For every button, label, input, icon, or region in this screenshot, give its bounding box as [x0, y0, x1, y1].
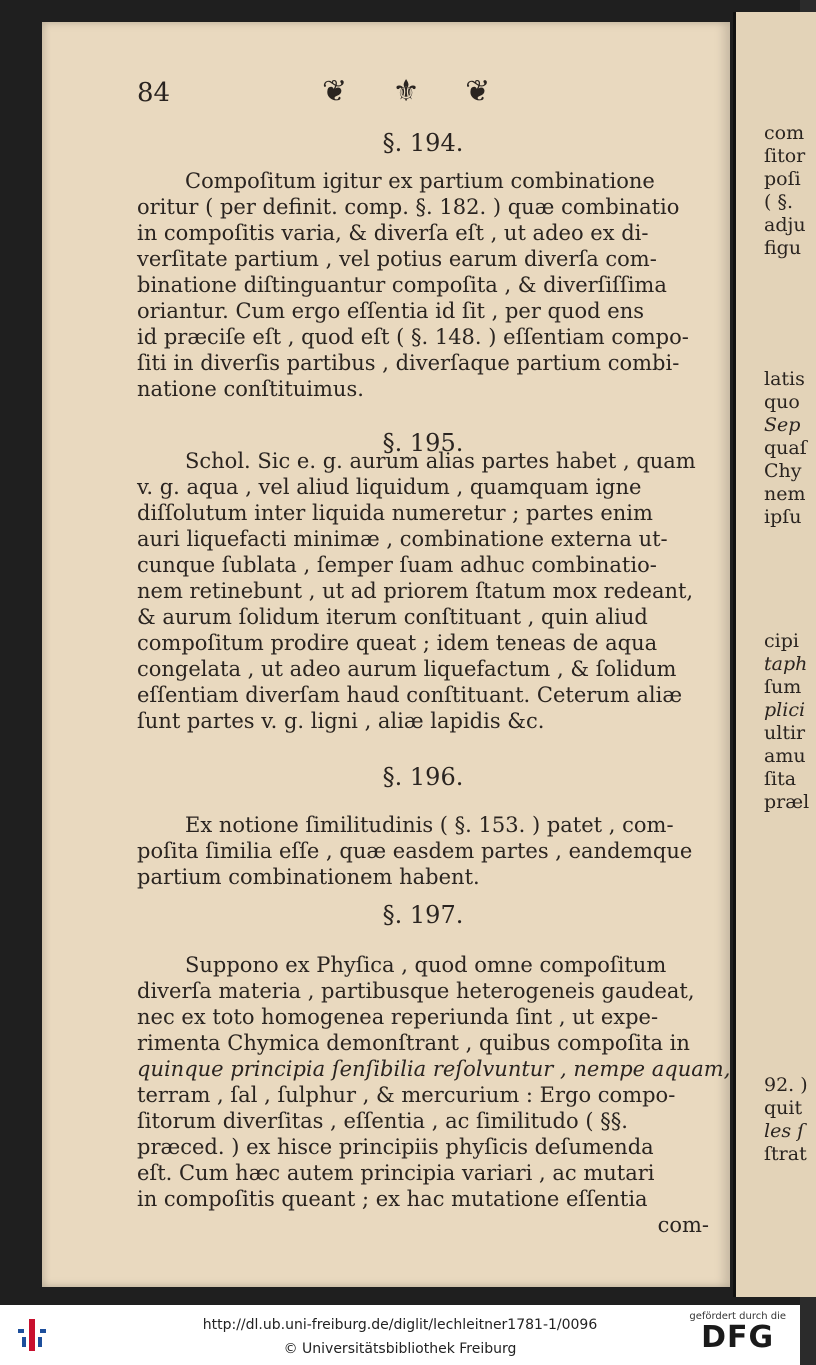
section-heading-196: §. 196.	[382, 763, 464, 791]
facing-page-block-4	[764, 1074, 808, 1166]
book-page	[42, 22, 730, 1287]
facing-line: ſtrat	[764, 1143, 807, 1165]
text-line: verſitate partium , vel potius earum diverſa com-	[137, 247, 657, 271]
facing-page-block-3	[764, 630, 809, 814]
facing-line: ſum	[764, 676, 802, 698]
facing-line: latis	[764, 368, 805, 390]
facing-line: figu	[764, 237, 802, 259]
section-heading-197: §. 197.	[382, 901, 464, 929]
facing-line: præl	[764, 791, 810, 813]
text-line: id præciſe eſt , quod eſt ( §. 148. ) eſſentiam compo-	[137, 325, 689, 349]
text-line: oritur ( per definit. comp. §. 182. ) quæ combinatio	[137, 195, 680, 219]
facing-line: taph	[764, 653, 808, 675]
text-line: compoſitum prodire queat ; idem teneas de aqua	[137, 631, 658, 655]
text-line: eſſentiam diverſam haud conſtituant. Ceterum aliæ	[137, 683, 683, 707]
dfg-logo	[689, 1311, 786, 1354]
text-line: in compoſitis varia, & diverſa eſt , ut adeo ex di-	[137, 221, 649, 245]
facing-line: ſita	[764, 768, 797, 790]
facing-line: com	[764, 122, 805, 144]
section-paragraph-197	[137, 952, 731, 1212]
text-line: eſt. Cum hæc autem principia variari , ac mutari	[137, 1161, 655, 1185]
text-line: diſſolutum inter liquida numeretur ; partes enim	[137, 501, 653, 525]
text-line: Suppono ex Phyſica , quod omne compoſitum	[185, 953, 667, 977]
text-line: ſiti in diverſis partibus , diverſaque partium combi-	[137, 351, 680, 375]
dfg-logo-text: DFG	[701, 1320, 775, 1355]
text-line: nec ex toto homogenea reperiunda ſint , ut expe-	[137, 1005, 659, 1029]
facing-line: ultir	[764, 722, 806, 744]
text-line: & aurum ſolidum iterum conſtituant , quin aliud	[137, 605, 648, 629]
facing-line: Chy	[764, 460, 802, 482]
text-line: terram , ſal , ſulphur , & mercurium : Ergo compo-	[137, 1083, 676, 1107]
facing-page	[733, 12, 816, 1297]
text-line: ſunt partes v. g. ligni , aliæ lapidis &c.	[137, 709, 545, 733]
facing-line: Sep	[764, 414, 801, 436]
facing-line: plici	[764, 699, 806, 721]
text-line: poſita ſimilia eſſe , quæ easdem partes , eandemque	[137, 839, 693, 863]
text-line: nem retinebunt , ut ad priorem ſtatum mox redeant,	[137, 579, 694, 603]
facing-page-block-2	[764, 368, 807, 529]
section-paragraph-194	[137, 168, 709, 402]
facing-line: cipi	[764, 630, 799, 652]
text-line: in compoſitis queant ; ex hac mutatione eſſentia	[137, 1187, 648, 1211]
header-ornament: ❦ ⚜ ❦	[322, 74, 509, 109]
facing-line: quo	[764, 391, 800, 413]
text-line: partium combinationem habent.	[137, 865, 480, 889]
section-heading-195: §. 195.	[382, 429, 464, 457]
facing-line: 92. )	[764, 1074, 808, 1096]
facing-line: amu	[764, 745, 806, 767]
facing-line: poſi	[764, 168, 801, 190]
text-line: natione conſtituimus.	[137, 377, 364, 401]
catchword: com-	[657, 1213, 709, 1237]
text-line: præced. ) ex hisce principiis phyſicis deſumenda	[137, 1135, 654, 1159]
text-line: oriantur. Cum ergo eſſentia id ſit , per quod ens	[137, 299, 645, 323]
facing-line: nem	[764, 483, 806, 505]
text-line: Schol. Sic e. g. aurum alias partes habet , quam	[185, 449, 696, 473]
text-line: diverſa materia , partibusque heterogeneis gaudeat,	[137, 979, 695, 1003]
text-line: Ex notione ſimilitudinis ( §. 153. ) patet , com-	[185, 813, 674, 837]
text-line: ſitorum diverſitas , eſſentia , ac ſimilitudo ( §§.	[137, 1109, 628, 1133]
text-line: auri liquefacti minimæ , combinatione externa ut-	[137, 527, 668, 551]
section-paragraph-195	[137, 448, 709, 734]
text-line: quinque principia ſenſibilia reſolvuntur , nempe aquam,	[137, 1057, 731, 1081]
facing-line: quit	[764, 1097, 803, 1119]
facing-line: ſitor	[764, 145, 806, 167]
facing-line: ipſu	[764, 506, 802, 528]
page-number: 84	[137, 78, 171, 108]
facing-line: quaſ	[764, 437, 807, 459]
text-line: congelata , ut adeo aurum liquefactum , & ſolidum	[137, 657, 677, 681]
facing-page-block-1	[764, 122, 806, 260]
text-line: binatione diſtinguantur compoſita , & diverſiſſima	[137, 273, 667, 297]
section-paragraph-196	[137, 812, 709, 890]
facing-line: adju	[764, 214, 806, 236]
facing-line: les ſ	[764, 1120, 805, 1142]
text-line: rimenta Chymica demonſtrant , quibus compoſita in	[137, 1031, 690, 1055]
text-line: Compoſitum igitur ex partium combinatione	[185, 169, 655, 193]
copyright-text: © Universitätsbibliothek Freiburg	[283, 1341, 517, 1357]
dfg-funding-text: gefördert durch die	[689, 1311, 786, 1322]
source-url-link[interactable]: http://dl.ub.uni-freiburg.de/diglit/lechleitner1781-1/0096	[202, 1317, 598, 1333]
text-line: cunque ſublata , ſemper ſuam adhuc combinatio-	[137, 553, 657, 577]
section-heading-194: §. 194.	[382, 129, 464, 157]
viewer-footer	[0, 1305, 800, 1365]
facing-line: ( §.	[764, 191, 793, 213]
text-line: v. g. aqua , vel aliud liquidum , quamquam igne	[137, 475, 642, 499]
